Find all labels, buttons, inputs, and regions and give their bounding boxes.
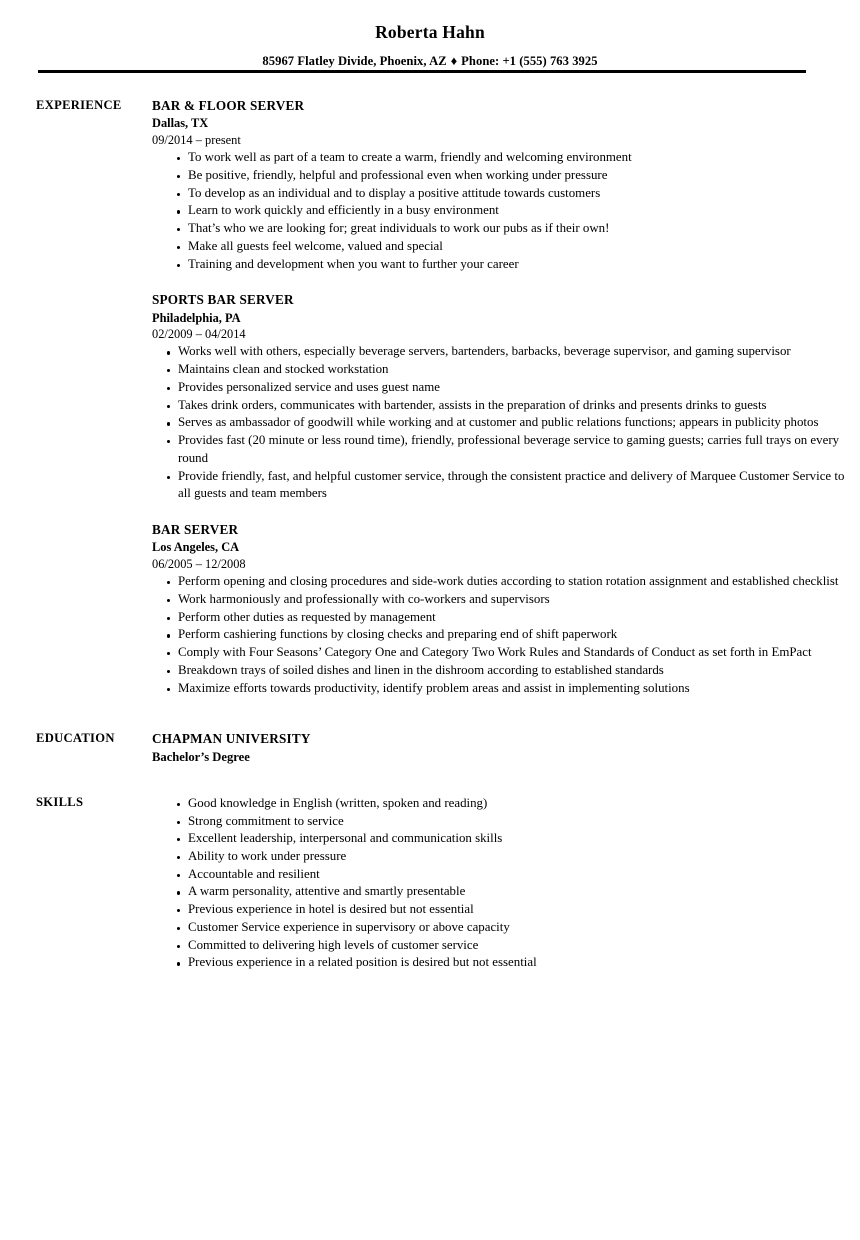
- skills-bullet-list: [152, 795, 848, 972]
- job-bullet: Perform opening and closing procedures and side-work duties according to station rotation assignment and established checklist: [152, 573, 848, 591]
- education-entry: [152, 730, 848, 766]
- job-dates: 09/2014 – present: [152, 133, 241, 148]
- job-title: BAR SERVER: [152, 522, 239, 538]
- education-entries: [152, 730, 860, 766]
- contact-address: 85967 Flatley Divide, Phoenix, AZ: [262, 54, 447, 68]
- job-bullet: Works well with others, especially beverage servers, bartenders, barbacks, beverage supervisor, and gaming supervisor: [152, 343, 848, 361]
- section-label-skills: SKILLS: [36, 794, 84, 809]
- experience-entry: [152, 521, 848, 697]
- skills-entries: [152, 794, 860, 972]
- job-bullet: Breakdown trays of soiled dishes and linen in the dishroom according to established standards: [152, 662, 848, 680]
- job-dates: 02/2009 – 04/2014: [152, 327, 246, 342]
- job-bullet: Perform other duties as requested by management: [152, 609, 848, 627]
- job-location: Los Angeles, CA: [152, 540, 240, 555]
- education-school: CHAPMAN UNIVERSITY: [152, 731, 311, 747]
- job-bullet: Work harmoniously and professionally with co-workers and supervisors: [152, 591, 848, 609]
- job-bullet: Takes drink orders, communicates with bartender, assists in the preparation of drinks and presents drinks to guests: [152, 397, 848, 415]
- job-bullet: Provides fast (20 minute or less round time), friendly, professional beverage service to gaming guests; carries full trays on every round: [152, 432, 848, 467]
- section-label-experience: EXPERIENCE: [36, 98, 122, 112]
- experience-entries: [152, 97, 860, 697]
- skills-section: [0, 794, 860, 972]
- job-bullet: To work well as part of a team to create a warm, friendly and welcoming environment: [152, 149, 848, 167]
- job-bullet: Provide friendly, fast, and helpful customer service, through the consistent practice and delivery of Marquee Customer Service to all guests and team members: [152, 468, 848, 503]
- job-bullet: Perform cashiering functions by closing checks and preparing end of shift paperwork: [152, 626, 848, 644]
- skill-bullet: Excellent leadership, interpersonal and communication skills: [152, 830, 848, 848]
- skill-bullet: Strong commitment to service: [152, 813, 848, 831]
- skill-bullet: Ability to work under pressure: [152, 848, 848, 866]
- header-divider: [38, 70, 806, 73]
- education-section: [0, 730, 860, 766]
- job-dates: 06/2005 – 12/2008: [152, 557, 246, 572]
- skill-bullet: Committed to delivering high levels of customer service: [152, 937, 848, 955]
- education-degree: Bachelor’s Degree: [152, 750, 250, 765]
- job-bullet: Provides personalized service and uses guest name: [152, 379, 848, 397]
- job-title: SPORTS BAR SERVER: [152, 292, 294, 308]
- job-location: Philadelphia, PA: [152, 310, 241, 325]
- job-bullet: Learn to work quickly and efficiently in a busy environment: [152, 202, 848, 220]
- resume-header: [0, 0, 860, 69]
- job-bullet: That’s who we are looking for; great individuals to work our pubs as if their own!: [152, 220, 848, 238]
- skill-bullet: Good knowledge in English (written, spoken and reading): [152, 795, 848, 813]
- section-label-education: EDUCATION: [36, 731, 115, 746]
- skill-bullet: Previous experience in a related position is desired but not essential: [152, 954, 848, 972]
- job-bullet-list: [152, 573, 848, 697]
- job-bullet: To develop as an individual and to display a positive attitude towards customers: [152, 185, 848, 203]
- experience-section: [0, 97, 860, 697]
- experience-entry: [152, 291, 848, 503]
- skill-bullet: Customer Service experience in supervisory or above capacity: [152, 919, 848, 937]
- skill-bullet: Accountable and resilient: [152, 866, 848, 884]
- job-bullet: Serves as ambassador of goodwill while working and at customer and public relations functions; appears in publicity photos: [152, 414, 848, 432]
- contact-phone: Phone: +1 (555) 763 3925: [461, 54, 598, 68]
- job-location: Dallas, TX: [152, 116, 209, 131]
- job-bullet-list: [152, 149, 848, 273]
- candidate-name: Roberta Hahn: [375, 22, 485, 42]
- job-bullet: Be positive, friendly, helpful and professional even when working under pressure: [152, 167, 848, 185]
- experience-entry: [152, 97, 848, 273]
- job-title: BAR & FLOOR SERVER: [152, 98, 305, 113]
- job-bullet-list: [152, 343, 848, 503]
- contact-line: [0, 54, 860, 69]
- job-bullet: Maintains clean and stocked workstation: [152, 361, 848, 379]
- job-bullet: Make all guests feel welcome, valued and special: [152, 238, 848, 256]
- skill-bullet: A warm personality, attentive and smartly presentable: [152, 883, 848, 901]
- diamond-separator-icon: ♦: [450, 54, 458, 68]
- job-bullet: Maximize efforts towards productivity, identify problem areas and assist in implementing solutions: [152, 680, 848, 698]
- job-bullet: Training and development when you want to further your career: [152, 256, 848, 274]
- job-bullet: Comply with Four Seasons’ Category One and Category Two Work Rules and Standards of Conduct as set forth in EmPact: [152, 644, 848, 662]
- skill-bullet: Previous experience in hotel is desired but not essential: [152, 901, 848, 919]
